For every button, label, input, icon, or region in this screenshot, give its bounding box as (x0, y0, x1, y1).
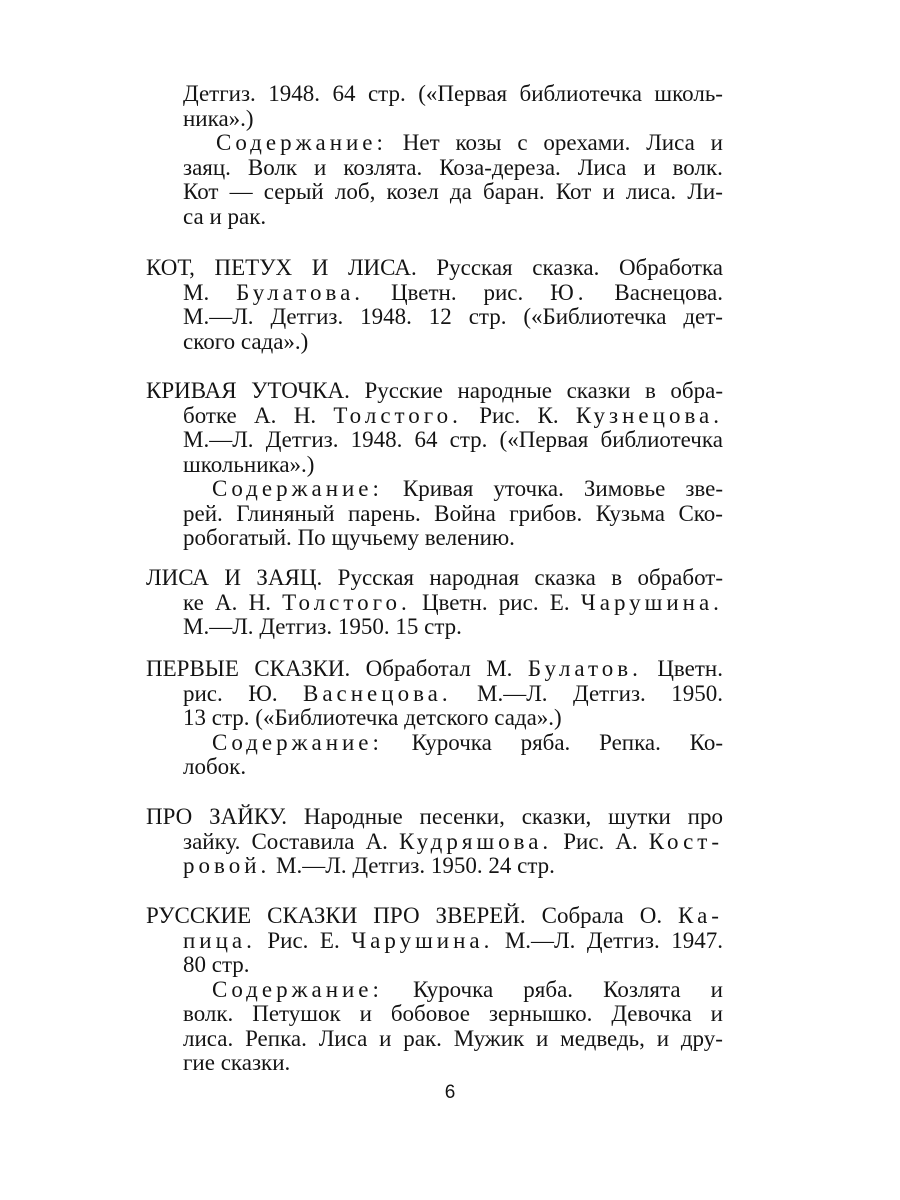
entry-line (146, 830, 723, 855)
word: М.—Л. (504, 927, 576, 953)
word: Ю. (550, 279, 588, 305)
word: («Библиотечка (255, 705, 399, 730)
word: стр. (367, 81, 406, 106)
word: лобок. (183, 754, 247, 779)
word: М.—Л. (183, 304, 254, 329)
word: сказка. (532, 255, 600, 280)
word: Детгиз. (572, 680, 646, 706)
word: стр. (449, 427, 488, 452)
word: Цветн. (421, 589, 488, 615)
word: пица. (183, 927, 256, 953)
word: зве- (685, 476, 723, 501)
word: сказка (534, 565, 596, 590)
bibliography-entry (146, 379, 723, 551)
word: Детгиз. (259, 614, 333, 639)
entry-title-line (146, 904, 723, 929)
entry-line (183, 205, 723, 230)
word: Ско- (678, 500, 723, 526)
entry-line (146, 502, 723, 527)
word: Ю. (248, 680, 278, 706)
word: лоб, (334, 179, 376, 204)
word: И (224, 565, 242, 590)
entry-line (146, 305, 723, 330)
entry-line (146, 755, 723, 780)
word: шутки (608, 804, 671, 829)
word: и (710, 1001, 723, 1026)
word: Русская (337, 565, 414, 590)
word: Зимовье (583, 476, 666, 501)
word: велению. (424, 525, 515, 550)
word: Содержание: (212, 476, 383, 501)
word: уточка. (493, 476, 564, 501)
word: М.—Л. (276, 853, 347, 878)
entry-line (146, 929, 723, 954)
word: Толстого. (333, 402, 462, 428)
word: УТОЧКА. (251, 378, 350, 403)
bibliography-entry (146, 657, 723, 780)
contents-line (146, 731, 723, 756)
entry-line (146, 1002, 723, 1027)
word: КРИВАЯ (146, 378, 237, 403)
word: М.—Л. (477, 680, 548, 706)
word: рак. (227, 203, 267, 229)
word: Цветн. (390, 279, 457, 305)
word: Ко- (689, 729, 723, 755)
word: Козлята (603, 976, 681, 1002)
word: Кот (183, 179, 219, 204)
word: и (209, 203, 222, 229)
word: Васнецова. (302, 680, 452, 706)
word: и (643, 154, 656, 180)
word: баран. (483, 179, 545, 204)
word: А. (615, 828, 638, 854)
word: Коза-дереза. (439, 154, 561, 180)
word: стр. (424, 614, 462, 639)
word: Девочка (611, 1001, 692, 1026)
word: Ли- (687, 179, 723, 204)
word: Ка- (678, 903, 723, 928)
word: 1950. (430, 853, 483, 878)
word: 1950. (671, 680, 723, 706)
word: гие (183, 1050, 215, 1075)
word: и (656, 1025, 670, 1051)
word: Война (434, 500, 496, 526)
word: стр. (517, 853, 555, 878)
word: Русская (436, 255, 513, 280)
entry-line (146, 615, 723, 640)
word: («Первая (418, 81, 508, 106)
word: ЛИСА (146, 565, 210, 590)
word: са (183, 203, 204, 229)
word: школьника».) (183, 451, 315, 477)
word: дру- (680, 1025, 723, 1051)
word: Русские (364, 378, 443, 403)
word: Н. (248, 589, 271, 615)
word: 1950. (337, 614, 390, 639)
word: козел (386, 179, 439, 204)
contents-line (146, 477, 723, 502)
word: СКАЗКИ. (254, 656, 351, 681)
entry-line (183, 156, 723, 181)
word: Репка. (245, 1025, 307, 1051)
word: Васнецова. (614, 279, 723, 305)
word: Детгиз. (265, 427, 339, 452)
word: рей. (183, 500, 223, 526)
word: Курочка (411, 729, 492, 755)
bibliography-entry (146, 566, 723, 640)
word: ЗАЙКУ. (209, 804, 288, 829)
word: народные (457, 378, 552, 403)
word: ПРО (373, 903, 420, 928)
word: 1948. (360, 304, 412, 329)
word: рис. (183, 680, 223, 706)
word: Е. (319, 927, 340, 953)
entry-line (146, 526, 723, 551)
word: ке (183, 589, 204, 615)
word: Содержание: (212, 729, 383, 755)
word: Обработка (618, 255, 723, 280)
entry-title-line (146, 657, 723, 682)
word: стр. (468, 304, 507, 329)
word: Рис. (479, 402, 521, 428)
word: Булатова. (236, 279, 365, 305)
word: Глиняный (236, 500, 335, 526)
word: Детгиз. (270, 304, 344, 329)
word: 15 (395, 614, 419, 639)
word: дет- (683, 304, 723, 329)
word: сада».) (494, 705, 562, 730)
word: стр. (211, 705, 250, 730)
word: робогатый. (183, 525, 292, 550)
word: сада».) (240, 328, 309, 354)
word: М.—Л. (183, 614, 254, 639)
word: («Библиотечка (523, 304, 667, 329)
word: стр. (211, 952, 250, 977)
word: ЛИСА. (347, 255, 417, 280)
word: Составила (251, 828, 355, 854)
word: Петушок (252, 1001, 341, 1026)
word: козлята. (343, 154, 423, 180)
word: и (359, 1001, 372, 1026)
entry-line (146, 1027, 723, 1052)
entry-line (146, 330, 723, 355)
word: А. (365, 828, 388, 854)
word: сказки, (521, 804, 592, 829)
word: ского (183, 328, 236, 354)
bibliography-entry (146, 805, 723, 879)
word: 13 (183, 705, 206, 730)
word: РУССКИЕ (146, 903, 252, 928)
word: козы (455, 130, 502, 155)
word: М. (183, 279, 210, 305)
word: и (710, 976, 723, 1002)
word: и (602, 179, 615, 204)
word: лиса. (625, 179, 677, 204)
word: рис. (483, 279, 524, 305)
word: ряба. (520, 729, 571, 755)
word: в (644, 378, 656, 403)
word: песенки, (419, 804, 505, 829)
word: 64 (332, 81, 356, 106)
word: Кот (555, 179, 592, 204)
word: 1947. (671, 927, 723, 953)
word: ботке (183, 402, 237, 428)
word: про (687, 804, 723, 829)
word: Мужик (453, 1025, 525, 1051)
bibliography-entry (146, 904, 723, 1076)
word: с (517, 130, 528, 155)
word: 24 (488, 853, 512, 878)
word: Кузьма (595, 500, 666, 526)
word: Рис. (267, 927, 309, 953)
word: зайку. (183, 828, 241, 854)
word: Лиса (318, 1025, 368, 1051)
word: Кузнецова. (575, 402, 723, 428)
entry-title-line (146, 256, 723, 281)
word: Детгиз. (586, 927, 660, 953)
entry-line (146, 1051, 723, 1076)
entry-title-line (146, 566, 723, 591)
word: СКАЗКИ (267, 903, 358, 928)
word: Собрала (541, 903, 624, 928)
word: 64 (414, 427, 438, 452)
word: народная (429, 565, 520, 590)
word: библиотечка (600, 427, 723, 452)
entry-line (146, 854, 723, 879)
word: ПЕРВЫЕ (146, 656, 239, 681)
word: Содержание: (212, 976, 383, 1002)
entry-line (183, 180, 723, 205)
word: Детгиз. (352, 853, 426, 878)
word: сказки. (220, 1050, 291, 1075)
word: Обработал (365, 656, 471, 681)
word: ПЕТУХ (214, 255, 293, 280)
word: и (314, 154, 327, 180)
word: Рис. (563, 828, 605, 854)
word: М.—Л. (183, 427, 254, 452)
word: 1948. (268, 81, 321, 106)
entry-title-line (146, 805, 723, 830)
word: По (297, 525, 326, 550)
bibliography-entry (146, 256, 723, 354)
word: обработ- (637, 565, 723, 590)
entry-line (146, 953, 723, 978)
word: А. (215, 589, 238, 615)
word: Лиса (577, 154, 627, 180)
word: КОТ, (146, 255, 195, 280)
entry-line (146, 453, 723, 478)
word: щучьему (331, 525, 419, 550)
word: обра- (670, 378, 723, 403)
word: грибов. (509, 500, 583, 526)
word: Содержание: (216, 130, 387, 155)
word: Курочка (413, 976, 494, 1002)
word: М. (486, 656, 513, 681)
word: сказки (566, 378, 631, 403)
word: Толстого. (282, 589, 411, 615)
word: да (449, 179, 472, 204)
word: рис. (498, 589, 539, 615)
word: («Первая (499, 427, 589, 452)
word: 12 (428, 304, 452, 329)
word: и (379, 1025, 392, 1051)
entry-continuation (183, 82, 723, 229)
word: О. (639, 903, 663, 928)
word: ряба. (523, 976, 574, 1002)
entry-title-line (146, 379, 723, 404)
word: ника».) (183, 105, 254, 131)
word: парень. (347, 500, 421, 526)
word: в (611, 565, 623, 590)
entry-line (146, 281, 723, 306)
page-number: 6 (444, 1082, 456, 1103)
word: Нет (402, 130, 440, 155)
word: лиса. (183, 1025, 234, 1051)
word: Чарушина. (580, 589, 723, 615)
word: 80 (183, 952, 206, 977)
word: Цветн. (657, 656, 723, 681)
contents-line (146, 978, 723, 1003)
word: орехами. (543, 130, 631, 155)
word: Волк (247, 154, 298, 180)
word: ЗВЕРЕЙ. (435, 903, 526, 928)
word: бобовое (390, 1001, 470, 1026)
word: Детгиз. (183, 81, 256, 106)
word: Народные (303, 804, 403, 829)
word: Кост- (648, 828, 723, 854)
entry-line (183, 107, 723, 132)
word: и (710, 130, 723, 155)
word: ПРО (146, 804, 193, 829)
entry-line (146, 404, 723, 429)
word: заяц. (183, 154, 231, 180)
word: Репка. (599, 729, 661, 755)
entry-line (183, 82, 723, 107)
word: и (536, 1025, 549, 1051)
word: медведь, (560, 1025, 645, 1051)
word: Чарушина. (351, 927, 494, 953)
word: Кудряшова. (399, 828, 553, 854)
word: ЗАЯЦ. (256, 565, 323, 590)
word: ровой. (183, 853, 271, 878)
word: зернышко. (488, 1001, 593, 1026)
entry-line (146, 682, 723, 707)
entry-line (146, 706, 723, 731)
word: рак. (403, 1025, 442, 1051)
word: серый (263, 179, 324, 204)
word: Е. (549, 589, 570, 615)
word: волк. (183, 1001, 234, 1026)
word: волк. (672, 154, 723, 180)
word: Булатов. (527, 656, 642, 681)
contents-line (183, 131, 723, 156)
word: — (229, 179, 253, 204)
entry-line (146, 428, 723, 453)
word: школь- (654, 81, 723, 106)
word: К. (537, 402, 559, 428)
word: А. (254, 402, 277, 428)
word: детского (404, 705, 489, 730)
entry-line (146, 591, 723, 616)
word: И (311, 255, 329, 280)
word: библиотечка (519, 81, 642, 106)
word: Н. (293, 402, 317, 428)
word: 1948. (350, 427, 403, 452)
word: Кривая (402, 476, 474, 501)
word: Лиса (646, 130, 695, 155)
